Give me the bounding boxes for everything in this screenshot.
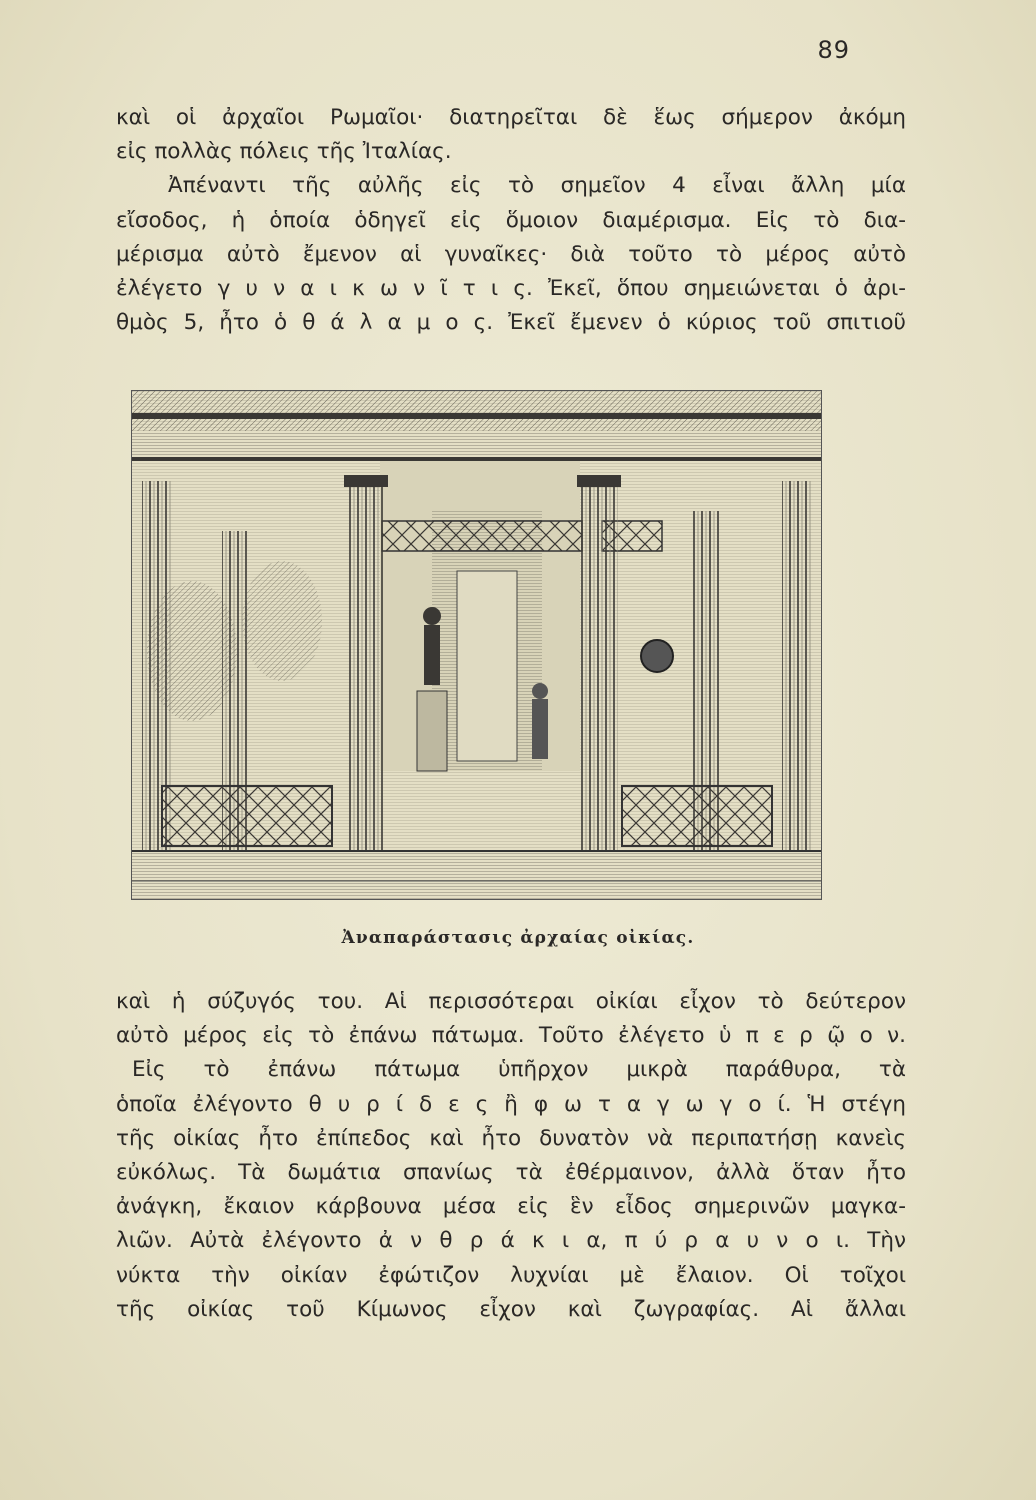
text-line: θμὸς 5, ἦτο ὁ θ ά λ α μ ο ς. Ἐκεῖ ἔμενεν ὁ κύριος τοῦ σπιτιοῦ <box>116 310 906 336</box>
text-line: καὶ ἡ σύζυγός του. Αἱ περισσότεραι οἰκίαι εἶχον τὸ δεύτερον <box>116 989 906 1014</box>
text-line: Εἰς τὸ ἐπάνω πάτωμα ὑπῆρχον μικρὰ παράθυρα, τὰ <box>132 1057 906 1083</box>
text-line: τῆς οἰκίας ἦτο ἐπίπεδος καὶ ἦτο δυνατὸν νὰ περιπατήσῃ κανεὶς <box>116 1125 906 1151</box>
text-line: εἴσοδος, ἡ ὁποία ὁδηγεῖ εἰς ὅμοιον διαμέρισμα. Εἰς τὸ δια- <box>116 207 906 233</box>
text-line: τῆς οἰκίας τοῦ Κίμωνος εἶχον καὶ ζωγραφίας. Αἱ ἄλλαι <box>116 1296 906 1322</box>
text-line: νύκτα τὴν οἰκίαν ἐφώτιζον λυχνίαι μὲ ἔλαιον. Οἱ τοῖχοι <box>116 1262 906 1288</box>
text-line: εὐκόλως. Τὰ δωμάτια σπανίως τὰ ἐθέρμαινον, ἀλλὰ ὅταν ἦτο <box>116 1159 906 1185</box>
text-line: μέρισμα αὐτὸ ἔμενον αἱ γυναῖκες· διὰ τοῦτο τὸ μέρος αὐτὸ <box>116 241 906 267</box>
text-line: εἰς πολλὰς πόλεις τῆς Ἰταλίας. <box>116 139 452 165</box>
text-line: ἀνάγκη, ἔκαιον κάρβουνα μέσα εἰς ἓν εἶδος σημερινῶν μαγκα- <box>116 1194 906 1220</box>
house-reconstruction-illustration <box>131 390 822 900</box>
text-line: λιῶν. Αὐτὰ ἐλέγοντο ἀ ν θ ρ ά κ ι α, π ύ ρ α υ ν ο ι. Τὴν <box>116 1228 906 1254</box>
text-line: ἐλέγετο γ υ ν α ι κ ω ν ῖ τ ι ς. Ἐκεῖ, ὅπου σημειώνεται ὁ ἀρι- <box>116 275 906 301</box>
text-line: καὶ οἱ ἀρχαῖοι Ρωμαῖοι· διατηρεῖται δὲ ἕως σήμερον ἀκόμη <box>116 105 906 130</box>
page-number: 89 <box>817 36 850 64</box>
text-line: αὐτὸ μέρος εἰς τὸ ἐπάνω πάτωμα. Τοῦτο ἐλέγετο ὑ π ε ρ ῷ ο ν. <box>116 1023 906 1049</box>
text-line: Ἀπέναντι τῆς αὐλῆς εἰς τὸ σημεῖον 4 εἶναι ἄλλη μία <box>168 173 906 199</box>
text-line: ὁποῖα ἐλέγοντο θ υ ρ ί δ ε ς ἢ φ ω τ α γ ω γ ο ί. Ἡ στέγη <box>116 1091 906 1117</box>
top-paragraphs <box>116 101 906 340</box>
bottom-paragraphs <box>116 985 906 1327</box>
figure-caption: Ἀναπαράστασις ἀρχαίας οἰκίας. <box>341 928 695 948</box>
